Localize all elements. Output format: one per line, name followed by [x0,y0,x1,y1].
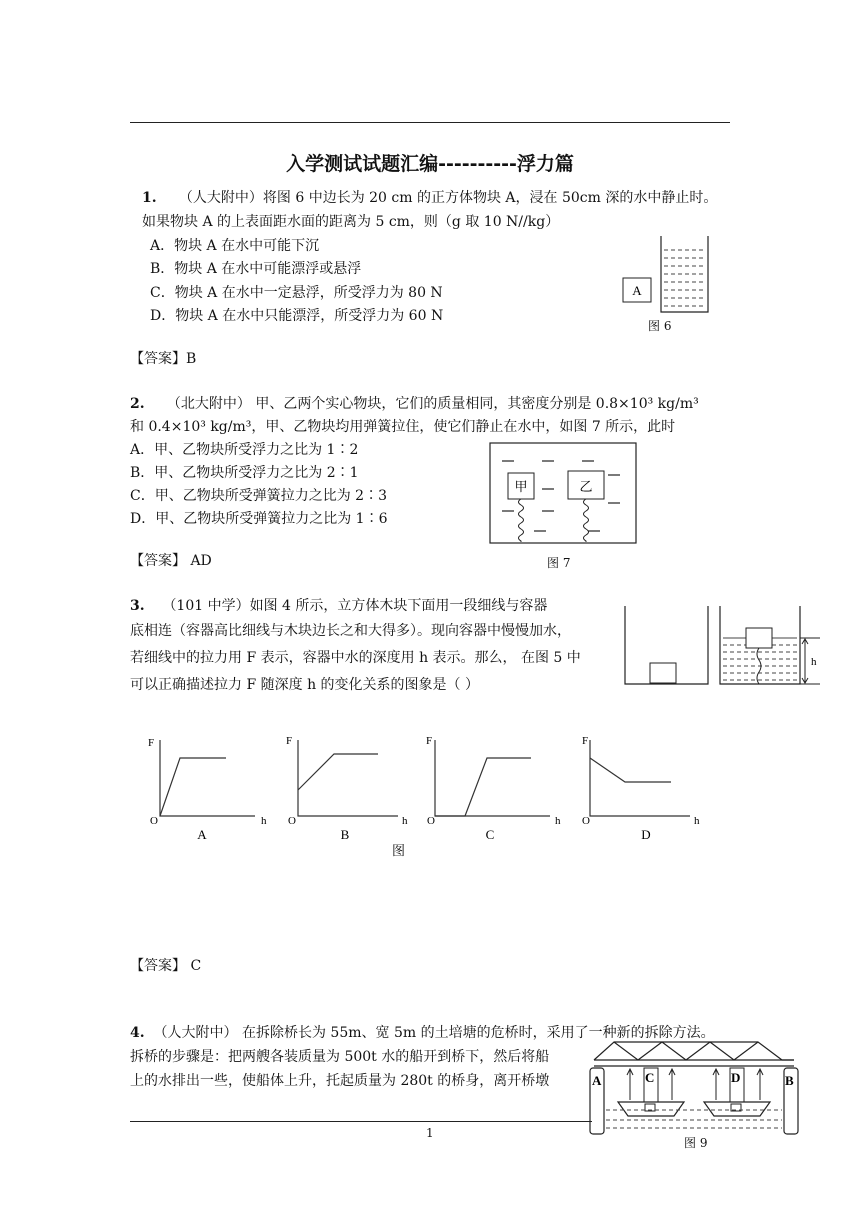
footer-rule [130,1121,592,1122]
label-a: A [592,1073,602,1088]
block-a-label: A [632,283,642,298]
graph-c-curve [435,758,531,816]
q2-number: 2. [130,396,145,412]
figure-9-caption: 图 9 [684,1136,708,1150]
graph-d-y-label: F [582,735,589,747]
graph-b-x-label: h [402,815,408,827]
q2-option-c: C．甲、乙物块所受弹簧拉力之比为 2∶3 [130,488,387,504]
q1-text-line2: 如果物块 A 的上表面距水面的距离为 5 cm，则（g 取 10 N//kg） [142,214,560,230]
q2-line1 [130,395,699,413]
graph-a-y-label: F [148,737,155,749]
q3-number: 3. [130,598,145,614]
page-title: 入学测试试题汇编----------浮力篇 [286,153,574,175]
graph-d-curve [590,758,671,782]
label-d: D [731,1070,741,1085]
q4-number: 4. [130,1025,145,1041]
graph-a-x-label: h [261,815,267,827]
block-yi-label: 乙 [579,479,593,494]
graph-b-axes [298,740,398,816]
spring-jia [519,499,524,542]
q1-line1 [142,189,717,207]
q1-option-a: A．物块 A 在水中可能下沉 [150,238,320,254]
graph-c-label: C [485,827,495,842]
q4-text-line3: 上的水排出一些，使船体上升，托起质量为 280t 的桥身，离开桥墩 [130,1073,550,1089]
graph-d-axes [590,740,690,816]
q1-number: 1. [142,190,157,206]
figure-4-5 [622,604,822,688]
q3-text-line4: 可以正确描述拉力 F 随深度 h 的变化关系的图象是（ ） [130,677,479,693]
q1-option-b: B．物块 A 在水中可能漂浮或悬浮 [150,261,362,277]
graph-d-x-label: h [694,815,700,827]
figure-7-caption: 图 7 [547,556,571,570]
empty-container [625,606,708,684]
water-hatch [664,250,705,306]
h-dim-label: h [811,656,817,668]
q3-text-line1: （101 中学）如图 4 所示，立方体木块下面用一段细线与容器 [162,598,548,614]
graph-a-curve [160,758,226,816]
q1-answer: 【答案】B [130,351,197,367]
q3-line1 [130,597,547,615]
q2-text-line2: 和 0.4×10³ kg/m³，甲、乙物块均用弹簧拉住，使它们静止在水中，如图 7 所示，此时 [130,419,676,435]
q4-text-line1: （人大附中） 在拆除桥长为 55m、宽 5m 的土培塘的危桥时，采用了一种新的拆除方法。 [153,1025,715,1041]
q1-option-d: D．物块 A 在水中只能漂浮，所受浮力为 60 N [150,308,444,324]
spring-yi [584,499,589,542]
graph-c-origin: O [427,815,435,827]
graph-c-x-label: h [555,815,561,827]
figure-7 [488,441,638,545]
q4-text-line2: 拆桥的步骤是：把两艘各装质量为 500t 水的船开到桥下，然后将船 [130,1049,550,1065]
graph-a-origin: O [150,815,158,827]
label-b: B [785,1073,794,1088]
q2-option-a: A．甲、乙物块所受浮力之比为 1∶2 [130,442,359,458]
graph-b-curve [298,754,378,790]
q3-text-line2: 底相连（容器高比细线与木块边长之和大得多）。现向容器中慢慢加水， [130,623,571,639]
q1-text-line1: （人大附中）将图 6 中边长为 20 cm 的正方体物块 A，浸在 50cm 深的水中静止时。 [178,190,718,206]
q2-option-d: D．甲、乙物块所受弹簧拉力之比为 1∶6 [130,511,388,527]
figure-5-graphs [140,726,720,844]
header-rule [130,122,730,123]
q2-option-b: B．甲、乙物块所受浮力之比为 2∶1 [130,465,359,481]
q3-answer: 【答案】 C [130,958,202,974]
q1-option-c: C．物块 A 在水中一定悬浮，所受浮力为 80 N [150,285,443,301]
truss [594,1042,794,1066]
figure-5-caption: 图 [392,844,406,859]
graph-a-label: A [197,827,207,842]
block-jia-label: 甲 [514,479,528,494]
figure-6-caption: 图 6 [648,319,672,333]
q3-text-line3: 若细线中的拉力用 F 表示，容器中水的深度用 h 表示。那么， 在图 5 中 [130,650,581,666]
label-c: C [645,1070,655,1085]
page-number: 1 [426,1126,434,1140]
graph-b-y-label: F [286,735,293,747]
wood-block-floating [746,628,772,648]
graph-d-origin: O [582,815,590,827]
graph-c-axes [435,740,550,816]
q2-text-line1: （北大附中） 甲、乙两个实心物块，它们的质量相同，其密度分别是 0.8×10³ kg/m³ [166,396,699,412]
graph-a-axes [160,740,255,816]
figure-9 [588,1038,802,1138]
graph-b-origin: O [288,815,296,827]
graph-c-y-label: F [426,735,433,747]
q2-answer: 【答案】 AD [130,553,212,569]
graph-d-label: D [641,827,651,842]
wood-block-empty [650,663,676,683]
graph-b-label: B [340,827,350,842]
